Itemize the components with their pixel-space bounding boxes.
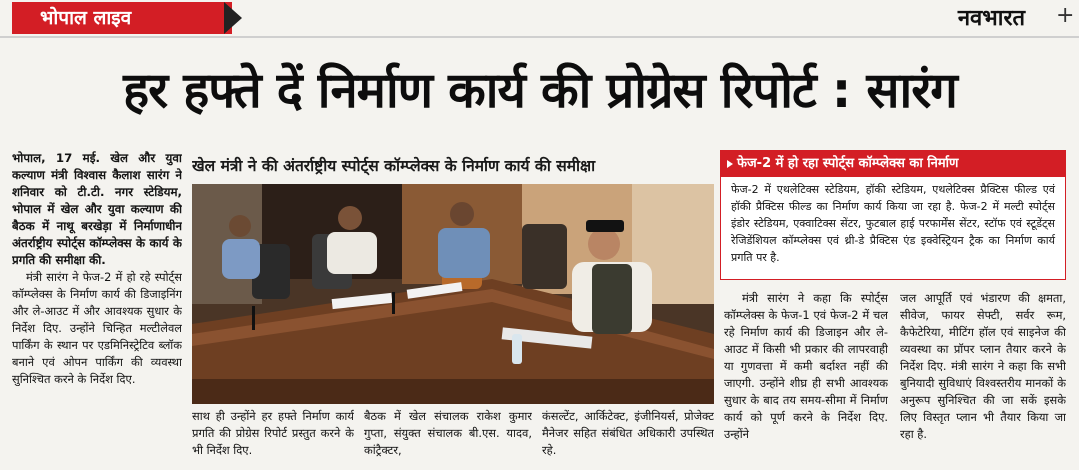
section-tag: भोपाल लाइव <box>12 2 232 34</box>
masthead-divider <box>0 36 1079 38</box>
article-headline: हर हफ्ते दें निर्माण कार्य की प्रोग्रेस रिपोर्ट : सारंग <box>123 62 957 119</box>
article-subhead: खेल मंत्री ने की अंतर्राष्ट्रीय स्पोर्ट्स कॉम्प्लेक्स के निर्माण कार्य की समीक्षा <box>192 157 596 175</box>
article-paragraph: जल आपूर्ति एवं भंडारण की क्षमता, सीवेज, फायर सेफ्टी, सर्वर रूम, कैफेटेरिया, मीटिंग हॉल एवं साइनेज की व्यवस्था का प्रॉपर प्लान तैयार करने के निर्देश दिए. मंत्री सारंग ने कहा कि सभी बुनियादी सुविधाएं विश्वस्तरीय मानकों के अनुरूप सुनिश्चित की जा सकें इसके लिए विस्तृत प्लान भी तैयार किया जा रहा है. <box>900 291 1066 441</box>
sidebar-box-body: फेज-2 में एथलेटिक्स स्टेडियम, हॉकी स्टेडियम, एथलेटिक्स प्रैक्टिस फील्ड एवं हॉकी प्रैक्टिस फील्ड का निर्माण कार्य किया जा रहा है. फेज-2 में मल्टी स्पोर्ट्स इंडोर स्टेडियम, एक्वाटिक्स सेंटर, फुटबाल हाई परफार्मेंस सेंटर, स्टॉफ एवं स्टूडेंट्स रेजिडेंशियल कॉम्प्लेक्स एवं थ्री-डे प्रैक्टिस एंड इक्वेस्ट्रियन ट्रैक का निर्माण कार्य प्रगति पर है. <box>731 183 1055 264</box>
article-column-6 <box>900 290 1066 468</box>
article-paragraph: मंत्री सारंग ने फेज-2 में हो रहे स्पोर्ट्स कॉम्प्लेक्स के निर्माण कार्य की डिजाइनिंग और ले-आउट में और आवश्यक सुधार के निर्देश दिए. उन्होंने चिन्हित मल्टीलेवल पार्किंग के स्थान पर एडमिनिस्ट्रेटिव ब्लॉक बनाने एवं ओपन पार्किंग की व्यवस्था सुनिश्चित करने के निर्देश दिए. <box>12 270 182 386</box>
masthead-bar <box>0 0 1079 38</box>
sidebar-box-title: फेज-2 में हो रहा स्पोर्ट्स कॉम्प्लेक्स का निर्माण <box>721 151 1065 177</box>
plus-icon[interactable]: + <box>1056 3 1075 28</box>
meeting-photo <box>192 184 714 404</box>
article-column-1 <box>12 150 182 468</box>
article-column-4: कंसल्टेंट, आर्किटेक्ट, इंजीनियर्स, प्रोजेक्ट मैनेजर सहित संबंधित अधिकारी उपस्थित रहे. <box>542 409 714 457</box>
article-column-3: बैठक में खेल संचालक राकेश कुमार गुप्ता, संयुक्त संचालक बी.एस. यादव, कांट्रैक्टर, <box>364 409 532 457</box>
article-paragraph: मंत्री सारंग ने कहा कि स्पोर्ट्स कॉम्प्लेक्स के फेज-1 एवं फेज-2 में चल रहे निर्माण कार्य की डिजाइन और ले-आउट में किसी भी प्रकार की लापरवाही या गुणवत्ता में कमी बर्दाश्त नहीं की जाएगी. उन्होंने शीघ्र ही सभी आवश्यक सुधार के बाद तय समय-सीमा में निर्माण कार्य को पूर्ण करने के निर्देश दिए. उन्होंने <box>724 291 888 441</box>
newspaper-name: नवभारत <box>957 5 1025 31</box>
article-column-2: साथ ही उन्होंने हर हफ्ते निर्माण कार्य प्रगति की प्रोग्रेस रिपोर्ट प्रस्तुत करने के भी निर्देश दिए. <box>192 409 354 457</box>
article-lead: भोपाल, 17 मई. खेल और युवा कल्याण मंत्री विश्वास कैलाश सारंग ने शनिवार को टी.टी. नगर स्टेडियम, भोपाल में खेल और युवा कल्याण की बैठक में नाथू बरखेड़ा में निर्माणाधीन अंतर्राष्ट्रीय स्पोर्ट्स कॉम्प्लेक्स के कार्य के प्रगति की समीक्षा की. <box>12 151 182 267</box>
section-arrow-icon <box>224 2 242 34</box>
article-column-5 <box>724 290 888 468</box>
sidebar-box <box>720 150 1066 280</box>
